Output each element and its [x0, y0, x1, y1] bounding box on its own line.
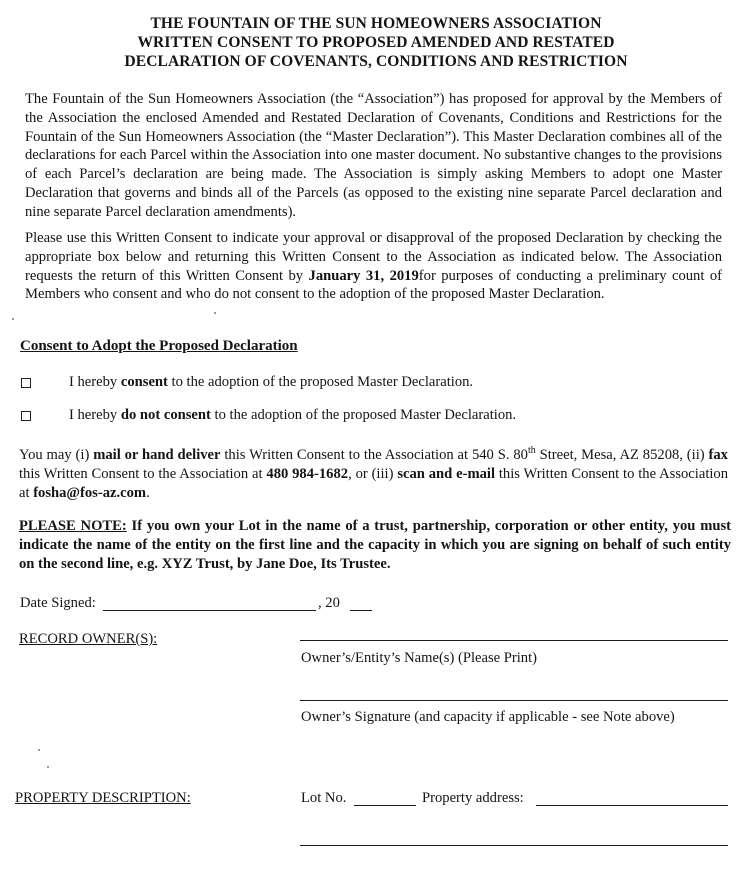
delivery-instructions: [19, 446, 728, 502]
delivery-text: this Written Consent to the Association at: [19, 465, 729, 501]
owner-name-label: Owner’s/Entity’s Name(s) (Please Print): [301, 650, 538, 666]
instructions-paragraph: [25, 229, 722, 304]
consent-prefix: I hereby: [69, 374, 121, 390]
consent-option-label: [69, 374, 473, 391]
delivery-method-mail: mail or hand deliver: [93, 447, 221, 463]
scan-speck: [12, 318, 14, 320]
consent-option[interactable]: [19, 374, 473, 391]
record-owner-label: RECORD OWNER(S):: [19, 631, 158, 647]
delivery-text: this Written Consent to the Association at 540 S. 80: [220, 447, 528, 463]
property-description-label: PROPERTY DESCRIPTION:: [15, 790, 191, 806]
delivery-method-email: scan and e-mail: [397, 465, 496, 482]
no-consent-prefix: I hereby: [69, 407, 121, 423]
year-field[interactable]: [350, 610, 372, 611]
title-line-3: DECLARATION OF COVENANTS, CONDITIONS AND RESTRICTION: [124, 53, 628, 70]
please-note: [19, 517, 731, 573]
delivery-method-fax: fax: [708, 447, 728, 463]
note-label: PLEASE NOTE:: [19, 518, 127, 534]
intro-paragraph: The Fountain of the Sun Homeowners Association (the “Association”) has proposed for approval by the Members of the Association the enclosed Amended and Restated Declaration of Covenants, Conditions and Restrictions for the Fountain of the Sun Homeowners Association (the “Master Declaration”). This Master Declaration combines all of the declarations for each Parcel within the Association into one master document. No substantive changes to the provisions of each Parcel’s declaration are being made. The Association is simply asking Members to adopt one Master Declaration that governs and binds all of the Parcels (as opposed to the existing nine separate Parcel declaration and nine separate Parcel declaration amendments).: [25, 91, 722, 220]
scan-speck: [38, 749, 40, 751]
date-signed-field[interactable]: [103, 610, 316, 611]
delivery-text: Street, Mesa, AZ 85208, (ii): [535, 447, 709, 463]
owner-signature-label: Owner’s Signature (and capacity if applicable - see Note above): [301, 709, 675, 725]
title-line-1: THE FOUNTAIN OF THE SUN HOMEOWNERS ASSOCIATION: [150, 15, 602, 32]
instructions-text-before: Please use this Written Consent to indicate your approval or disapproval of the proposed Declaration by checking the appropriate box below and returning this Written Consent to the Association as indicated below. The Association requests the return of this Written Consent by: [25, 230, 722, 284]
no-consent-suffix: to the adoption of the proposed Master Declaration.: [210, 407, 517, 423]
email-address: fosha@fos-az.com: [33, 484, 147, 501]
instructions-text-after: for purposes of conducting a preliminary count of Members who consent and who do not consent to the adoption of the proposed Master Declaration.: [25, 267, 723, 303]
consent-suffix: to the adoption of the proposed Master Declaration.: [167, 374, 474, 390]
no-consent-option[interactable]: [19, 407, 516, 424]
scan-speck: [47, 766, 49, 768]
delivery-text: You may (i): [19, 447, 94, 463]
delivery-text: .: [146, 484, 150, 501]
no-consent-checkbox[interactable]: [21, 411, 31, 421]
consent-section-heading: Consent to Adopt the Proposed Declaration: [20, 338, 298, 354]
scan-speck: [214, 312, 216, 314]
return-deadline: January 31, 2019: [308, 267, 419, 284]
year-prefix: , 20: [318, 595, 340, 611]
lot-number-label: Lot No.: [301, 790, 347, 806]
delivery-text: this Written Consent to the Association at: [19, 465, 267, 482]
no-consent-option-label: [69, 407, 516, 424]
delivery-text: , or (iii): [348, 465, 398, 482]
note-text: If you own your Lot in the name of a trust, partnership, corporation or other entity, you must indicate the name of the entity on the first line and the capacity in which you are signing on behalf of such entity on the second line, e.g. XYZ Trust, by Jane Doe, Its Trustee.: [19, 518, 732, 572]
property-address-field-line-2[interactable]: [300, 845, 728, 846]
ordinal-suffix: th: [527, 445, 536, 457]
lot-number-field[interactable]: [354, 805, 416, 806]
property-address-label: Property address:: [422, 790, 524, 806]
date-signed-label: Date Signed:: [20, 595, 96, 611]
consent-emphasis: consent: [120, 374, 168, 390]
owner-signature-field[interactable]: [300, 700, 728, 701]
owner-name-field[interactable]: [300, 640, 728, 641]
consent-checkbox[interactable]: [21, 378, 31, 388]
title-line-2: WRITTEN CONSENT TO PROPOSED AMENDED AND RESTATED: [137, 34, 615, 51]
fax-number: 480 984-1682: [266, 465, 349, 482]
property-address-field[interactable]: [536, 805, 728, 806]
no-consent-emphasis: do not consent: [120, 407, 211, 423]
document-title: [0, 14, 752, 71]
